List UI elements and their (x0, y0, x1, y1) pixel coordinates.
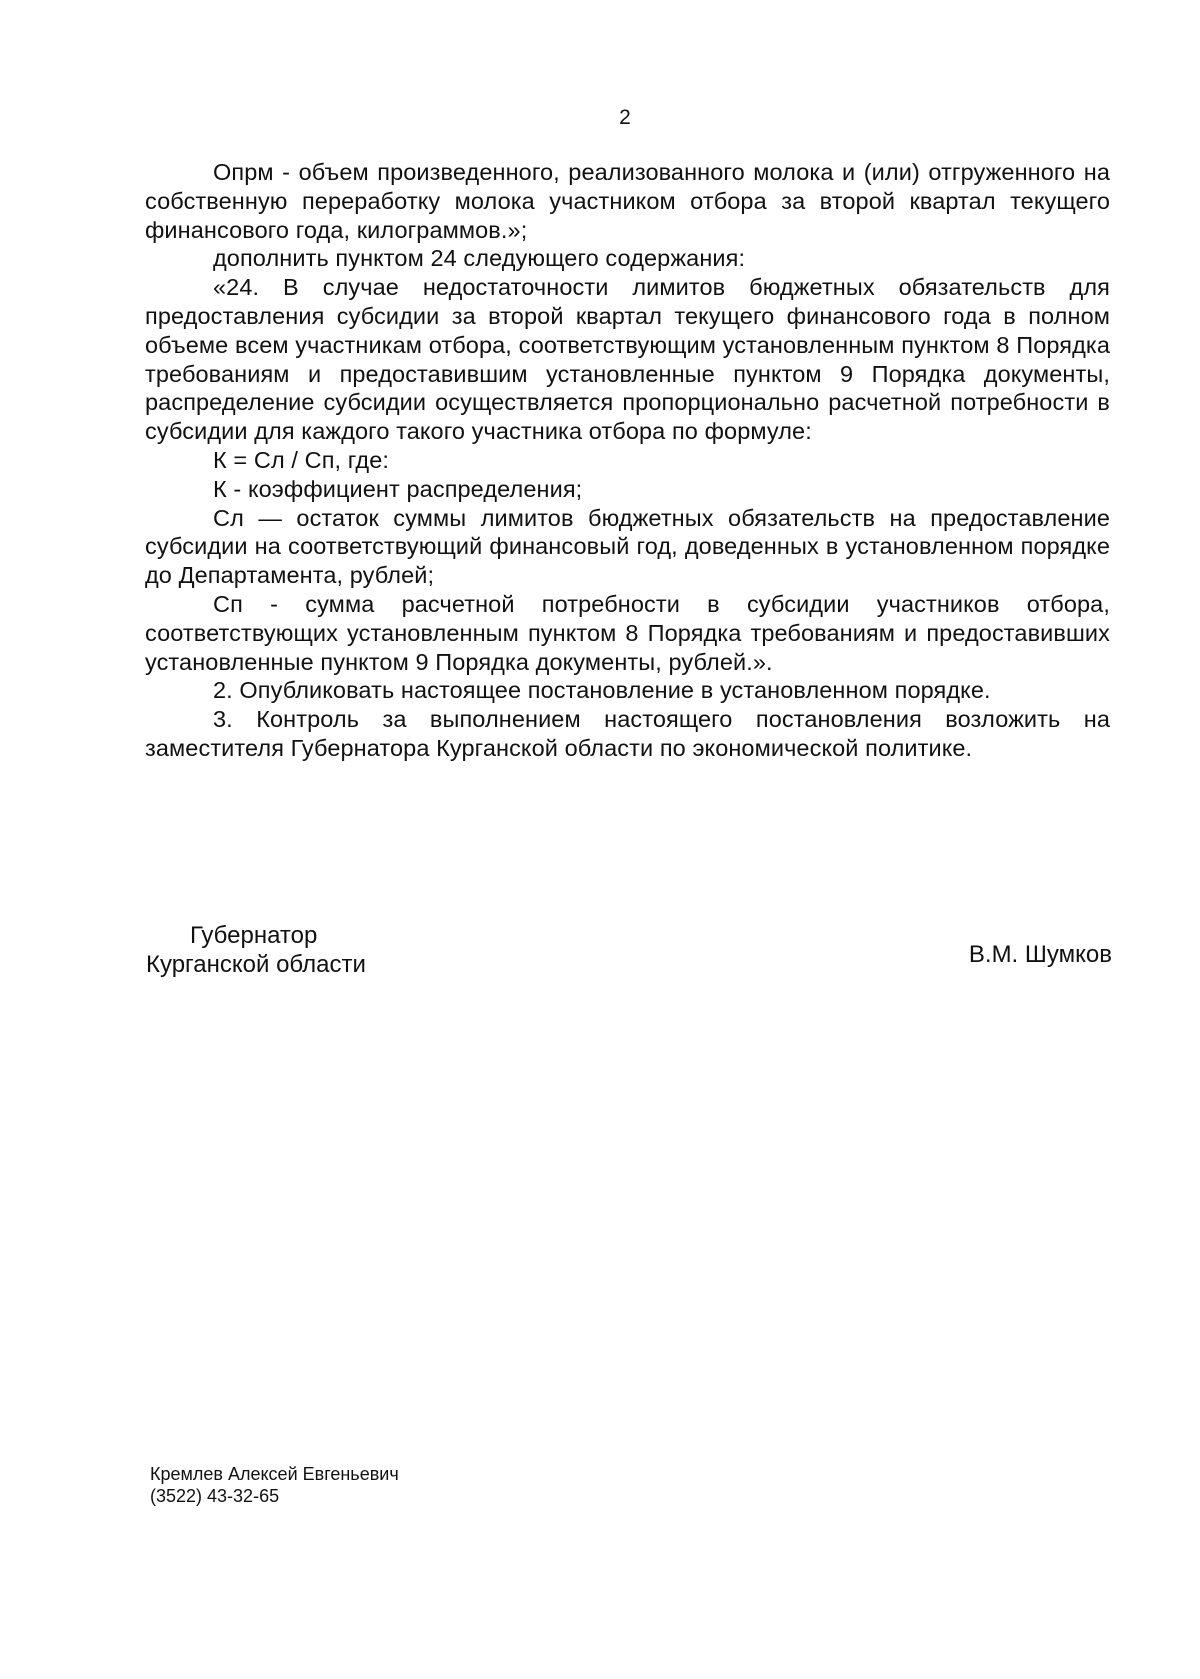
paragraph-sl-definition: Сл — остаток суммы лимитов бюджетных обязательств на предоставление субсидии на соответствующий финансовый год, доведенных в установленном порядке до Департамента, рублей; (145, 504, 1110, 589)
paragraph-item-3-control: 3. Контроль за выполнением настоящего постановления возложить на заместителя Губернатора Курганской области по экономической политике. (145, 706, 1110, 761)
signatory-name: В.М. Шумков (968, 941, 1112, 968)
signatory-position-line2: Курганской области (146, 951, 366, 978)
signatory-position (146, 921, 366, 979)
paragraph-k-definition: К - коэффициент распределения; (213, 475, 583, 502)
paragraph-amendment-intro: дополнить пунктом 24 следующего содержания: (213, 245, 746, 272)
executor-name: Кремлев Алексей Евгеньевич (150, 1464, 399, 1484)
paragraph-formula: К = Сл / Сп, где: (213, 446, 390, 473)
paragraph-sp-definition: Сп - сумма расчетной потребности в субсидии участников отбора, соответствующих установленным пунктом 8 Порядка требованиям и предоставивших установленные пунктом 9 Порядка документы, рублей.». (145, 590, 1110, 675)
executor-info (150, 1463, 399, 1507)
paragraph-item-24: «24. В случае недостаточности лимитов бюджетных обязательств для предоставления субсидии за второй квартал текущего финансового года в полном объеме всем участникам отбора, соответствующим установленным пунктом 8 Порядка требованиям и предоставившим установленные пунктом 9 Порядка документы, распределение субсидии осуществляется пропорционально расчетной потребности в субсидии для каждого такого участника отбора по формуле: (145, 274, 1110, 445)
page-number: 2 (619, 106, 631, 129)
executor-phone: (3522) 43-32-65 (150, 1486, 280, 1506)
paragraph-oprm-definition: Опрм - объем произведенного, реализованного молока и (или) отгруженного на собственную переработку молока участником отбора за второй квартал текущего финансового года, килограммов.»; (145, 159, 1110, 243)
signatory-position-line1: Губернатор (190, 922, 318, 949)
paragraph-item-2-publish: 2. Опубликовать настоящее постановление в установленном порядке. (213, 677, 991, 704)
document-body (145, 158, 1110, 763)
